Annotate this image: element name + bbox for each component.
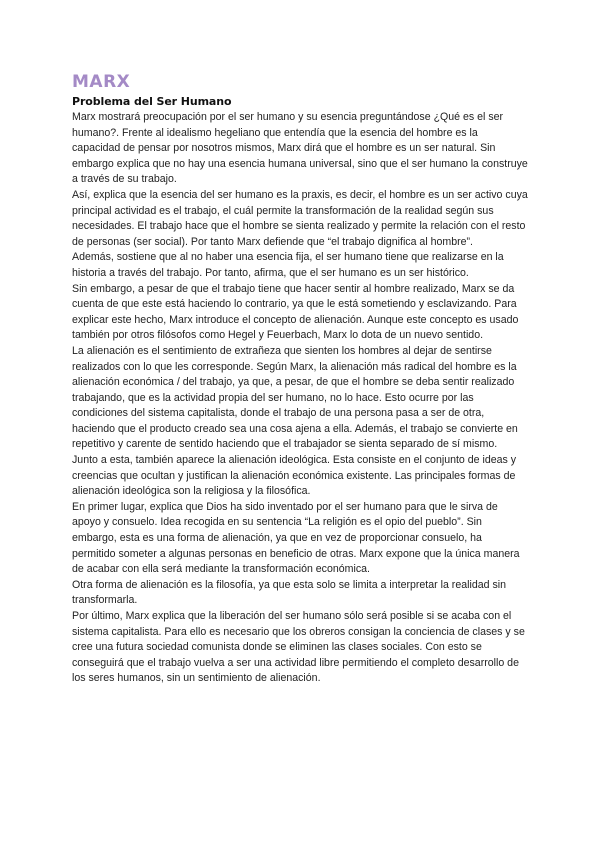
paragraph: En primer lugar, explica que Dios ha sido inventado por el ser humano para que le sirva de apoyo y consuelo. Idea recogida en su sentencia “La religión es el opio del pueblo”. Sin embargo, esta es una forma de alienación, ya que en vez de proporcionar consuelo, ha permitido someter a algunas personas en beneficio de otras. Marx expone que la única manera de acabar con ella será mediante la transformación económica. [72,500,520,576]
paragraph: Marx mostrará preocupación por el ser humano y su esencia preguntándose ¿Qué es el ser humano?. Frente al idealismo hegeliano que entendía que la esencia del hombre es la capacidad de pensar por nosotros mismos, Marx dirá que el hombre es un ser natural. Sin embargo explica que no hay una esencia humana universal, sino que el ser humano la construye a través de su trabajo. [72,111,528,186]
document-title: MARX [72,72,131,92]
paragraph: Otra forma de alienación es la filosofía, ya que esta solo se limita a interpretar la realidad sin transformarla. [72,578,506,607]
section-title: Problema del Ser Humano [72,95,232,108]
paragraph: La alienación es el sentimiento de extrañeza que sienten los hombres al dejar de sentirse realizados con lo que les corresponde. Según Marx, la alienación más radical del hombre es la alienación económica / del trabajo, ya que, a pesar, de que el hombre se deba sentir realizado trabajando, que es la actividad propia del ser humano, no lo hace. Esto ocurre por las condiciones del sistema capitalista, donde el trabajo de una persona pasa a ser de otra, haciendo que el producto creado sea una cosa ajena a ella. Además, el trabajo se convierte en repetitivo y carente de sentido haciendo que el trabajador se sienta separado de sí mismo. [72,344,518,451]
paragraph: Así, explica que la esencia del ser humano es la praxis, es decir, el hombre es un ser activo cuya principal actividad es el trabajo, el cuál permite la transformación de la realidad según sus necesidades. El trabajo hace que el hombre se sienta realizado y permite la relación con el resto de personas (ser social). Por tanto Marx defiende que “el trabajo dignifica al hombre”. [72,188,528,248]
body-text [72,110,528,687]
paragraph: Por último, Marx explica que la liberación del ser humano sólo será posible si se acaba con el sistema capitalista. Para ello es necesario que los obreros consigan la conciencia de clases y se cree una futura sociedad comunista donde se eliminen las clases sociales. Con esto se conseguirá que el trabajo vuelva a ser una actividad libre permitiendo el completo desarrollo de los seres humanos, sin un sentimiento de alienación. [72,610,525,685]
paragraph: Sin embargo, a pesar de que el trabajo tiene que hacer sentir al hombre realizado, Marx se da cuenta de que este está haciendo lo contrario, ya que le está sometiendo y esclavizando. Para explicar este hecho, Marx introduce el concepto de alienación. Aunque este concepto es usado también por otros filósofos como Hegel y Feuerbach, Marx lo dota de un nuevo sentido. [72,282,519,342]
paragraph: Junto a esta, también aparece la alienación ideológica. Esta consiste en el conjunto de ideas y creencias que ocultan y justifican la alienación económica existente. Las principales formas de alienación ideológica son la religiosa y la filosófica. [72,454,517,498]
paragraph: Además, sostiene que al no haber una esencia fija, el ser humano tiene que realizarse en la historia a través del trabajo. Por tanto, afirma, que el ser humano es un ser histórico. [72,251,504,279]
